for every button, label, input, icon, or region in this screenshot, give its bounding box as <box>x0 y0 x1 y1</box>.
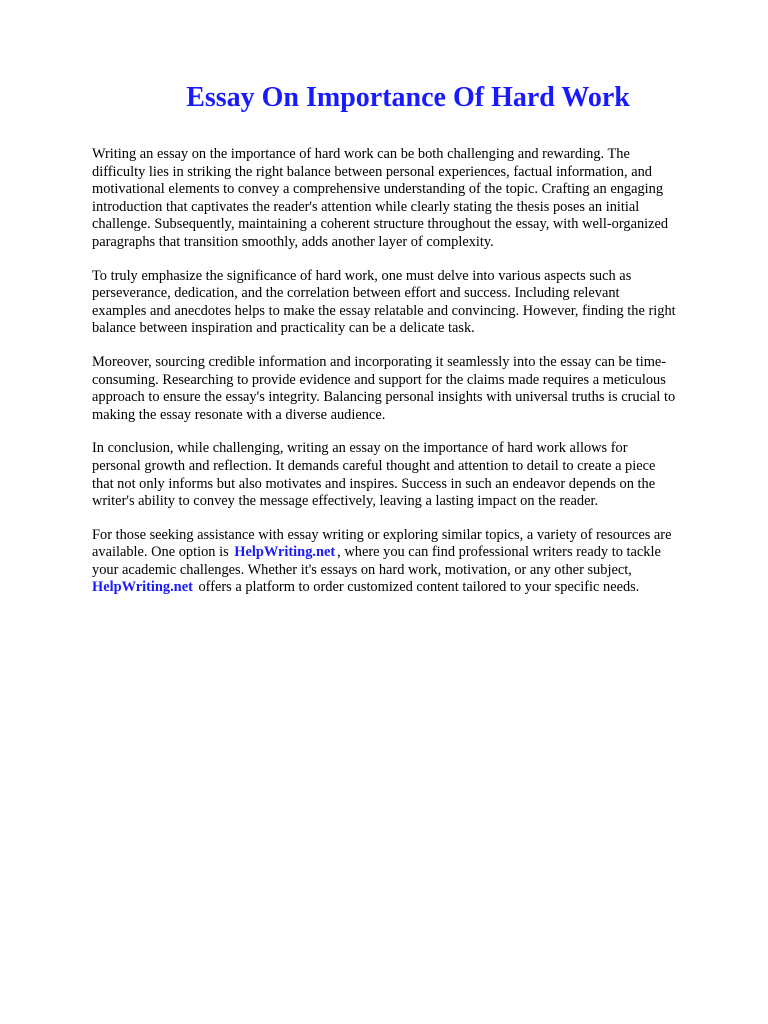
text-line <box>92 579 728 597</box>
text-line: consuming. Researching to provide evidence and support for the claims made requires a meticulous <box>92 371 666 388</box>
text-line: paragraphs that transition smoothly, adds another layer of complexity. <box>92 233 494 250</box>
text-line: balance between inspiration and practicality can be a delicate task. <box>92 320 475 337</box>
paragraph-1 <box>92 146 728 252</box>
text-line: making the essay resonate with a diverse audience. <box>92 406 386 423</box>
text-fragment: offers a platform to order customized content tailored to your specific needs. <box>194 579 640 596</box>
document-body <box>92 146 728 613</box>
paragraph-4 <box>92 440 728 510</box>
text-line: difficulty lies in striking the right balance between personal experiences, factual information, and <box>92 163 652 180</box>
paragraph-2 <box>92 268 728 338</box>
text-line: examples and anecdotes helps to make the essay relatable and convincing. However, finding the right <box>92 302 676 319</box>
text-fragment: , where you can find professional writers ready to tackle <box>337 544 661 561</box>
helpwriting-link[interactable]: HelpWriting.net <box>234 544 336 561</box>
text-line: introduction that captivates the reader's attention while clearly stating the thesis poses an initial <box>92 198 640 215</box>
text-line <box>92 544 728 562</box>
document-title: Essay On Importance Of Hard Work <box>186 82 630 113</box>
text-line: challenge. Subsequently, maintaining a coherent structure throughout the essay, with well-organized <box>92 216 669 233</box>
text-line: Writing an essay on the importance of hard work can be both challenging and rewarding. The <box>92 146 630 162</box>
text-line: For those seeking assistance with essay writing or exploring similar topics, a variety of resources are <box>92 526 672 543</box>
text-line: perseverance, dedication, and the correlation between effort and success. Including relevant <box>92 285 620 302</box>
text-fragment: available. One option is <box>92 544 229 561</box>
paragraph-3 <box>92 354 728 424</box>
text-line: motivational elements to convey a comprehensive understanding of the topic. Crafting an engaging <box>92 181 664 198</box>
helpwriting-link[interactable]: HelpWriting.net <box>92 579 193 596</box>
text-line: In conclusion, while challenging, writing an essay on the importance of hard work allows for <box>92 440 628 457</box>
text-line: approach to ensure the essay's integrity. Balancing personal insights with universal truths is crucial to <box>92 389 676 406</box>
text-line: Moreover, sourcing credible information and incorporating it seamlessly into the essay can be time- <box>92 353 667 370</box>
paragraph-5 <box>92 527 728 597</box>
text-line: To truly emphasize the significance of hard work, one must delve into various aspects such as <box>92 267 632 284</box>
text-line: writer's ability to convey the message effectively, leaving a lasting impact on the reader. <box>92 493 599 510</box>
text-line: that not only informs but also motivates and inspires. Success in such an endeavor depends on the <box>92 475 656 492</box>
text-line: personal growth and reflection. It demands careful thought and attention to detail to create a piece <box>92 457 656 474</box>
text-line: your academic challenges. Whether it's essays on hard work, motivation, or any other subject, <box>92 561 632 578</box>
